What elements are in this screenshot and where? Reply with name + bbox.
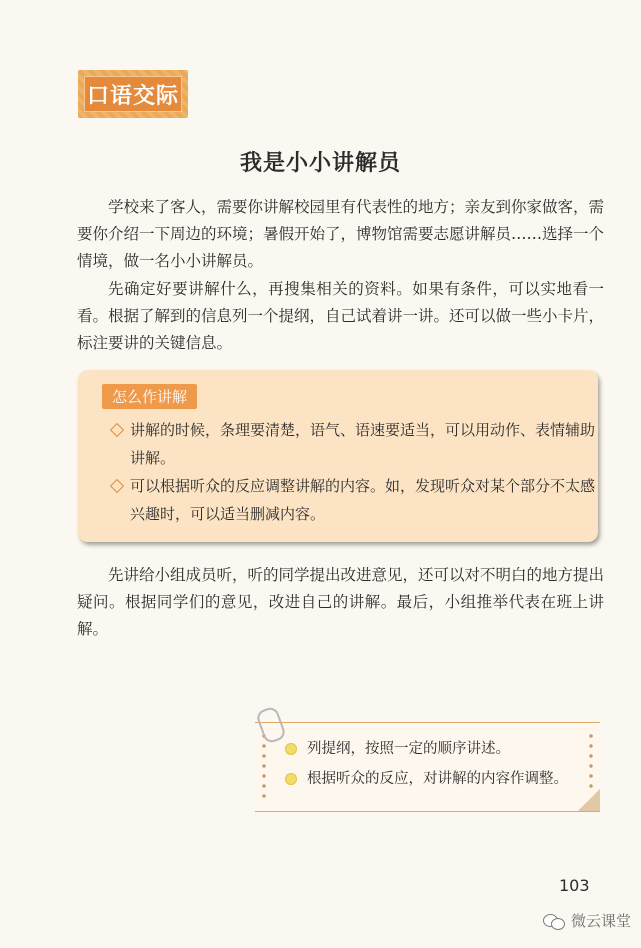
section-tag-label: 口语交际 — [84, 76, 182, 112]
tip-box — [78, 370, 598, 542]
dot-bullet-icon — [285, 743, 297, 755]
diamond-bullet-icon — [110, 479, 124, 493]
note-item — [285, 737, 510, 761]
tip-item — [112, 416, 600, 472]
note-item-text: 列提纲，按照一定的顺序讲述。 — [307, 741, 510, 757]
note-item-text: 根据听众的反应，对讲解的内容作调整。 — [307, 771, 568, 787]
dot-bullet-icon — [285, 773, 297, 785]
tip-item-text: 讲解的时候，条理要清楚，语气、语速要适当，可以用动作、表情辅助讲解。 — [130, 421, 596, 467]
paragraph-intro: 学校来了客人，需要你讲解校园里有代表性的地方；亲友到你家做客，需要你介绍一下周边的环境；暑假开始了，博物馆需要志愿讲解员……选择一个情境，做一名小小讲解员。 — [77, 198, 605, 270]
page-fold-corner — [578, 789, 600, 811]
watermark-text: 微云课堂 — [570, 912, 631, 930]
note-card — [255, 722, 600, 812]
tip-item — [112, 472, 600, 528]
watermark — [543, 910, 631, 931]
tip-item-text: 可以根据听众的反应调整讲解的内容。如，发现听众对某个部分不太感兴趣时，可以适当删减内容。 — [130, 477, 596, 523]
paragraph-practice: 先讲给小组成员听，听的同学提出改进意见，还可以对不明白的地方提出疑问。根据同学们的意见，改进自己的讲解。最后，小组推举代表在班上讲解。 — [77, 566, 605, 638]
paragraph-preparation: 先确定好要讲解什么，再搜集相关的资料。如果有条件，可以实地看一看。根据了解到的信息列一个提纲，自己试着讲一讲。还可以做一些小卡片，标注要讲的关键信息。 — [77, 280, 605, 352]
page-number: 103 — [559, 876, 590, 895]
tip-box-heading: 怎么作讲解 — [102, 384, 197, 409]
chat-bubbles-icon — [543, 913, 565, 929]
lesson-title: 我是小小讲解员 — [239, 151, 401, 176]
section-tag — [78, 70, 188, 118]
note-item — [285, 767, 568, 791]
diamond-bullet-icon — [110, 423, 124, 437]
note-binding-holes — [261, 731, 267, 803]
